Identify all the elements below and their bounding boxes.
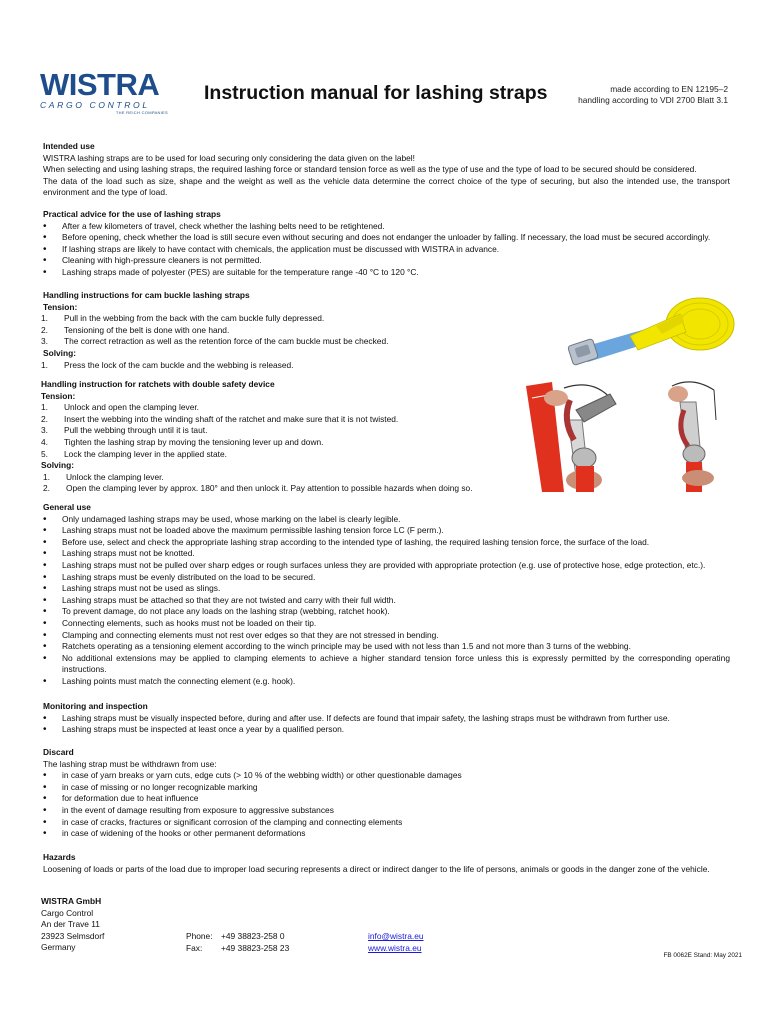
section-title: General use — [43, 502, 91, 512]
section-title: Discard — [43, 747, 74, 757]
list-item: • Lashing straps must be visually inspected before, during and after use. If defects are found that impair safety, the lashing straps must be withdrawn from further use. — [43, 713, 730, 725]
list-item: • Lashing straps made of polyester (PES) are suitable for the temperature range -40 °C to 120 °C. — [43, 267, 730, 279]
list-item: • To prevent damage, do not place any loads on the lashing strap (webbing, ratchet hook). — [43, 606, 730, 618]
address-line: An der Trave 11 — [41, 919, 100, 930]
list-item: 1. Pull in the webbing from the back with the cam buckle fully depressed. — [41, 313, 325, 324]
phone-label: Phone: — [186, 931, 213, 941]
list-item: • Ratchets operating as a tensioning element according to the winch principle may be used with not less than 1.5 and not more than 3 turns of the webbing. — [43, 641, 730, 653]
phone-number: +49 38823-258 0 — [221, 931, 285, 941]
paragraph: WISTRA lashing straps are to be used for load securing only considering the data given on the label! — [43, 152, 415, 163]
subsection-title: Tension: — [43, 301, 78, 312]
standard-en: made according to EN 12195–2 — [610, 84, 728, 94]
section-ratchet — [41, 379, 521, 495]
section-cam-buckle — [43, 290, 503, 371]
list-item: • in the event of damage resulting from exposure to aggressive substances — [43, 805, 730, 817]
paragraph: When selecting and using lashing straps, the required lashing force or standard tension force as well as the type of use and the type of load to be secured should be considered. — [43, 164, 697, 175]
wistra-logo — [40, 67, 172, 116]
list-item: • in case of missing or no longer recognizable marking — [43, 782, 730, 794]
list-item: 5. Lock the clamping lever in the applied state. — [41, 448, 227, 459]
section-title: Handling instructions for cam buckle lashing straps — [43, 290, 250, 300]
section-discard — [43, 747, 730, 840]
web-links — [368, 931, 424, 954]
list-item: • Lashing straps must not be knotted. — [43, 548, 730, 560]
section-hazards — [43, 852, 730, 875]
list-item: • Lashing straps must be evenly distributed on the load to be secured. — [43, 572, 730, 584]
standard-vdi: handling according to VDI 2700 Blatt 3.1 — [578, 95, 728, 105]
section-title: Hazards — [43, 852, 76, 862]
list-item: 1. Unlock and open the clamping lever. — [41, 402, 200, 413]
page-title: Instruction manual for lashing straps — [204, 82, 548, 104]
list-item: 2. Insert the webbing into the winding shaft of the ratchet and make sure that it is not twisted. — [41, 413, 399, 424]
paragraph: The lashing strap must be withdrawn from use: — [43, 758, 217, 769]
bullet-list — [43, 713, 730, 736]
list-item: 1. Press the lock of the cam buckle and the webbing is released. — [41, 359, 294, 370]
subsection-title: Solving: — [41, 460, 75, 471]
list-item: • No additional extensions may be applied to clamping elements to achieve a higher standard tension force unless this is expressly permitted by the corresponding operating instructions. — [43, 653, 730, 676]
list-item: 2. Tensioning of the belt is done with one hand. — [41, 324, 230, 335]
list-item: • Before opening, check whether the load is still secure even without securing and does not endanger the unloader by falling. If necessary, the load must be secured accordingly. — [43, 232, 730, 244]
list-item: • Only undamaged lashing straps may be used, whose marking on the label is clearly legible. — [43, 514, 730, 526]
address-line: 23923 Selmsdorf — [41, 930, 105, 941]
logo-subline: CARGO CONTROL — [40, 100, 150, 110]
numbered-list — [41, 402, 521, 460]
list-item: • Lashing straps must not be loaded above the maximum permissible lashing tension force LC (F perm.). — [43, 525, 730, 537]
section-monitoring — [43, 701, 730, 736]
list-item: • Lashing straps must not be used as slings. — [43, 583, 730, 595]
bullet-list — [43, 221, 730, 279]
section-title: Practical advice for the use of lashing straps — [43, 209, 221, 219]
list-item: • Lashing straps must be inspected at least once a year by a qualified person. — [43, 724, 730, 736]
list-item: • Clamping and connecting elements must not rest over edges so that they are not stressed in bending. — [43, 630, 730, 642]
subsection-title: Tension: — [41, 390, 76, 401]
document-reference: FB 0062E Stand: May 2021 — [663, 952, 742, 959]
numbered-list — [41, 360, 503, 372]
list-item: • Lashing straps must be attached so that they are not twisted and carry with their full width. — [43, 595, 730, 607]
subsection-title: Solving: — [43, 347, 77, 358]
section-intended-use — [43, 141, 730, 199]
section-general-use — [43, 502, 730, 688]
ratchet-open-image — [524, 380, 642, 492]
list-item: • Before use, select and check the appropriate lashing strap according to the intended type of lashing, the required lashing tension force, the surface of the load. — [43, 537, 730, 549]
cam-buckle-strap-image — [560, 292, 736, 372]
list-item: • in case of cracks, fractures or significant corrosion of the clamping and connecting elements — [43, 817, 730, 829]
bullet-list — [43, 770, 730, 840]
logo-wordmark: WISTRA — [40, 67, 160, 102]
website-link[interactable]: www.wistra.eu — [368, 942, 422, 953]
ratchet-closed-image — [664, 380, 734, 492]
list-item: 1. Unlock the clamping lever. — [43, 471, 164, 482]
section-practical-advice — [43, 209, 730, 279]
company-address — [41, 896, 104, 954]
numbered-list — [41, 313, 503, 348]
contact-block — [186, 931, 289, 954]
list-item: 4. Tighten the lashing strap by moving the tensioning lever up and down. — [41, 436, 324, 447]
list-item: • in case of widening of the hooks or other permanent deformations — [43, 828, 730, 840]
list-item: • Lashing points must match the connecting element (e.g. hook). — [43, 676, 730, 688]
list-item: 3. Pull the webbing through until it is taut. — [41, 425, 208, 436]
address-line: Germany — [41, 942, 76, 953]
numbered-list — [43, 472, 521, 495]
list-item: • Cleaning with high-pressure cleaners is not permitted. — [43, 255, 730, 267]
list-item: • Connecting elements, such as hooks must not be loaded on their tip. — [43, 618, 730, 630]
paragraph: Loosening of loads or parts of the load due to improper load securing represents a direct or indirect danger to the life of persons, animals or goods in the danger zone of the vehicle. — [43, 863, 710, 874]
list-item: • for deformation due to heat influence — [43, 793, 730, 805]
paragraph: The data of the load such as size, shape and the weight as well as the vehicle data determine the correct choice of the type of securing, but also the intended use, the transport environment and the type of load. — [43, 175, 730, 198]
fax-number: +49 38823-258 23 — [221, 942, 290, 953]
list-item: • If lashing straps are likely to have contact with chemicals, the application must be discussed with WISTRA in advance. — [43, 244, 730, 256]
section-title: Intended use — [43, 141, 95, 151]
section-title: Handling instruction for ratchets with double safety device — [41, 379, 275, 389]
email-link[interactable]: info@wistra.eu — [368, 931, 424, 941]
section-title: Monitoring and inspection — [43, 701, 148, 711]
list-item: • in case of yarn breaks or yarn cuts, edge cuts (> 10 % of the webbing width) or other questionable damages — [43, 770, 730, 782]
list-item: • Lashing straps must not be pulled over sharp edges or rough surfaces unless they are provided with appropriate protection (e.g. use of protective hose, edge protection, etc.). — [43, 560, 730, 572]
list-item: • After a few kilometers of travel, check whether the lashing belts need to be retightened. — [43, 221, 730, 233]
fax-label: Fax: — [186, 942, 203, 953]
address-line: Cargo Control — [41, 907, 94, 918]
company-name: WISTRA GmbH — [41, 896, 102, 906]
logo-tagline: THE REICH COMPANIES — [115, 110, 168, 115]
list-item: 3. The correct retraction as well as the retention force of the cam buckle must be checked. — [41, 336, 389, 347]
bullet-list — [43, 514, 730, 688]
list-item: 2. Open the clamping lever by approx. 180° and then unlock it. Pay attention to possible hazards when doing so. — [43, 483, 473, 494]
standards-note — [578, 84, 728, 106]
